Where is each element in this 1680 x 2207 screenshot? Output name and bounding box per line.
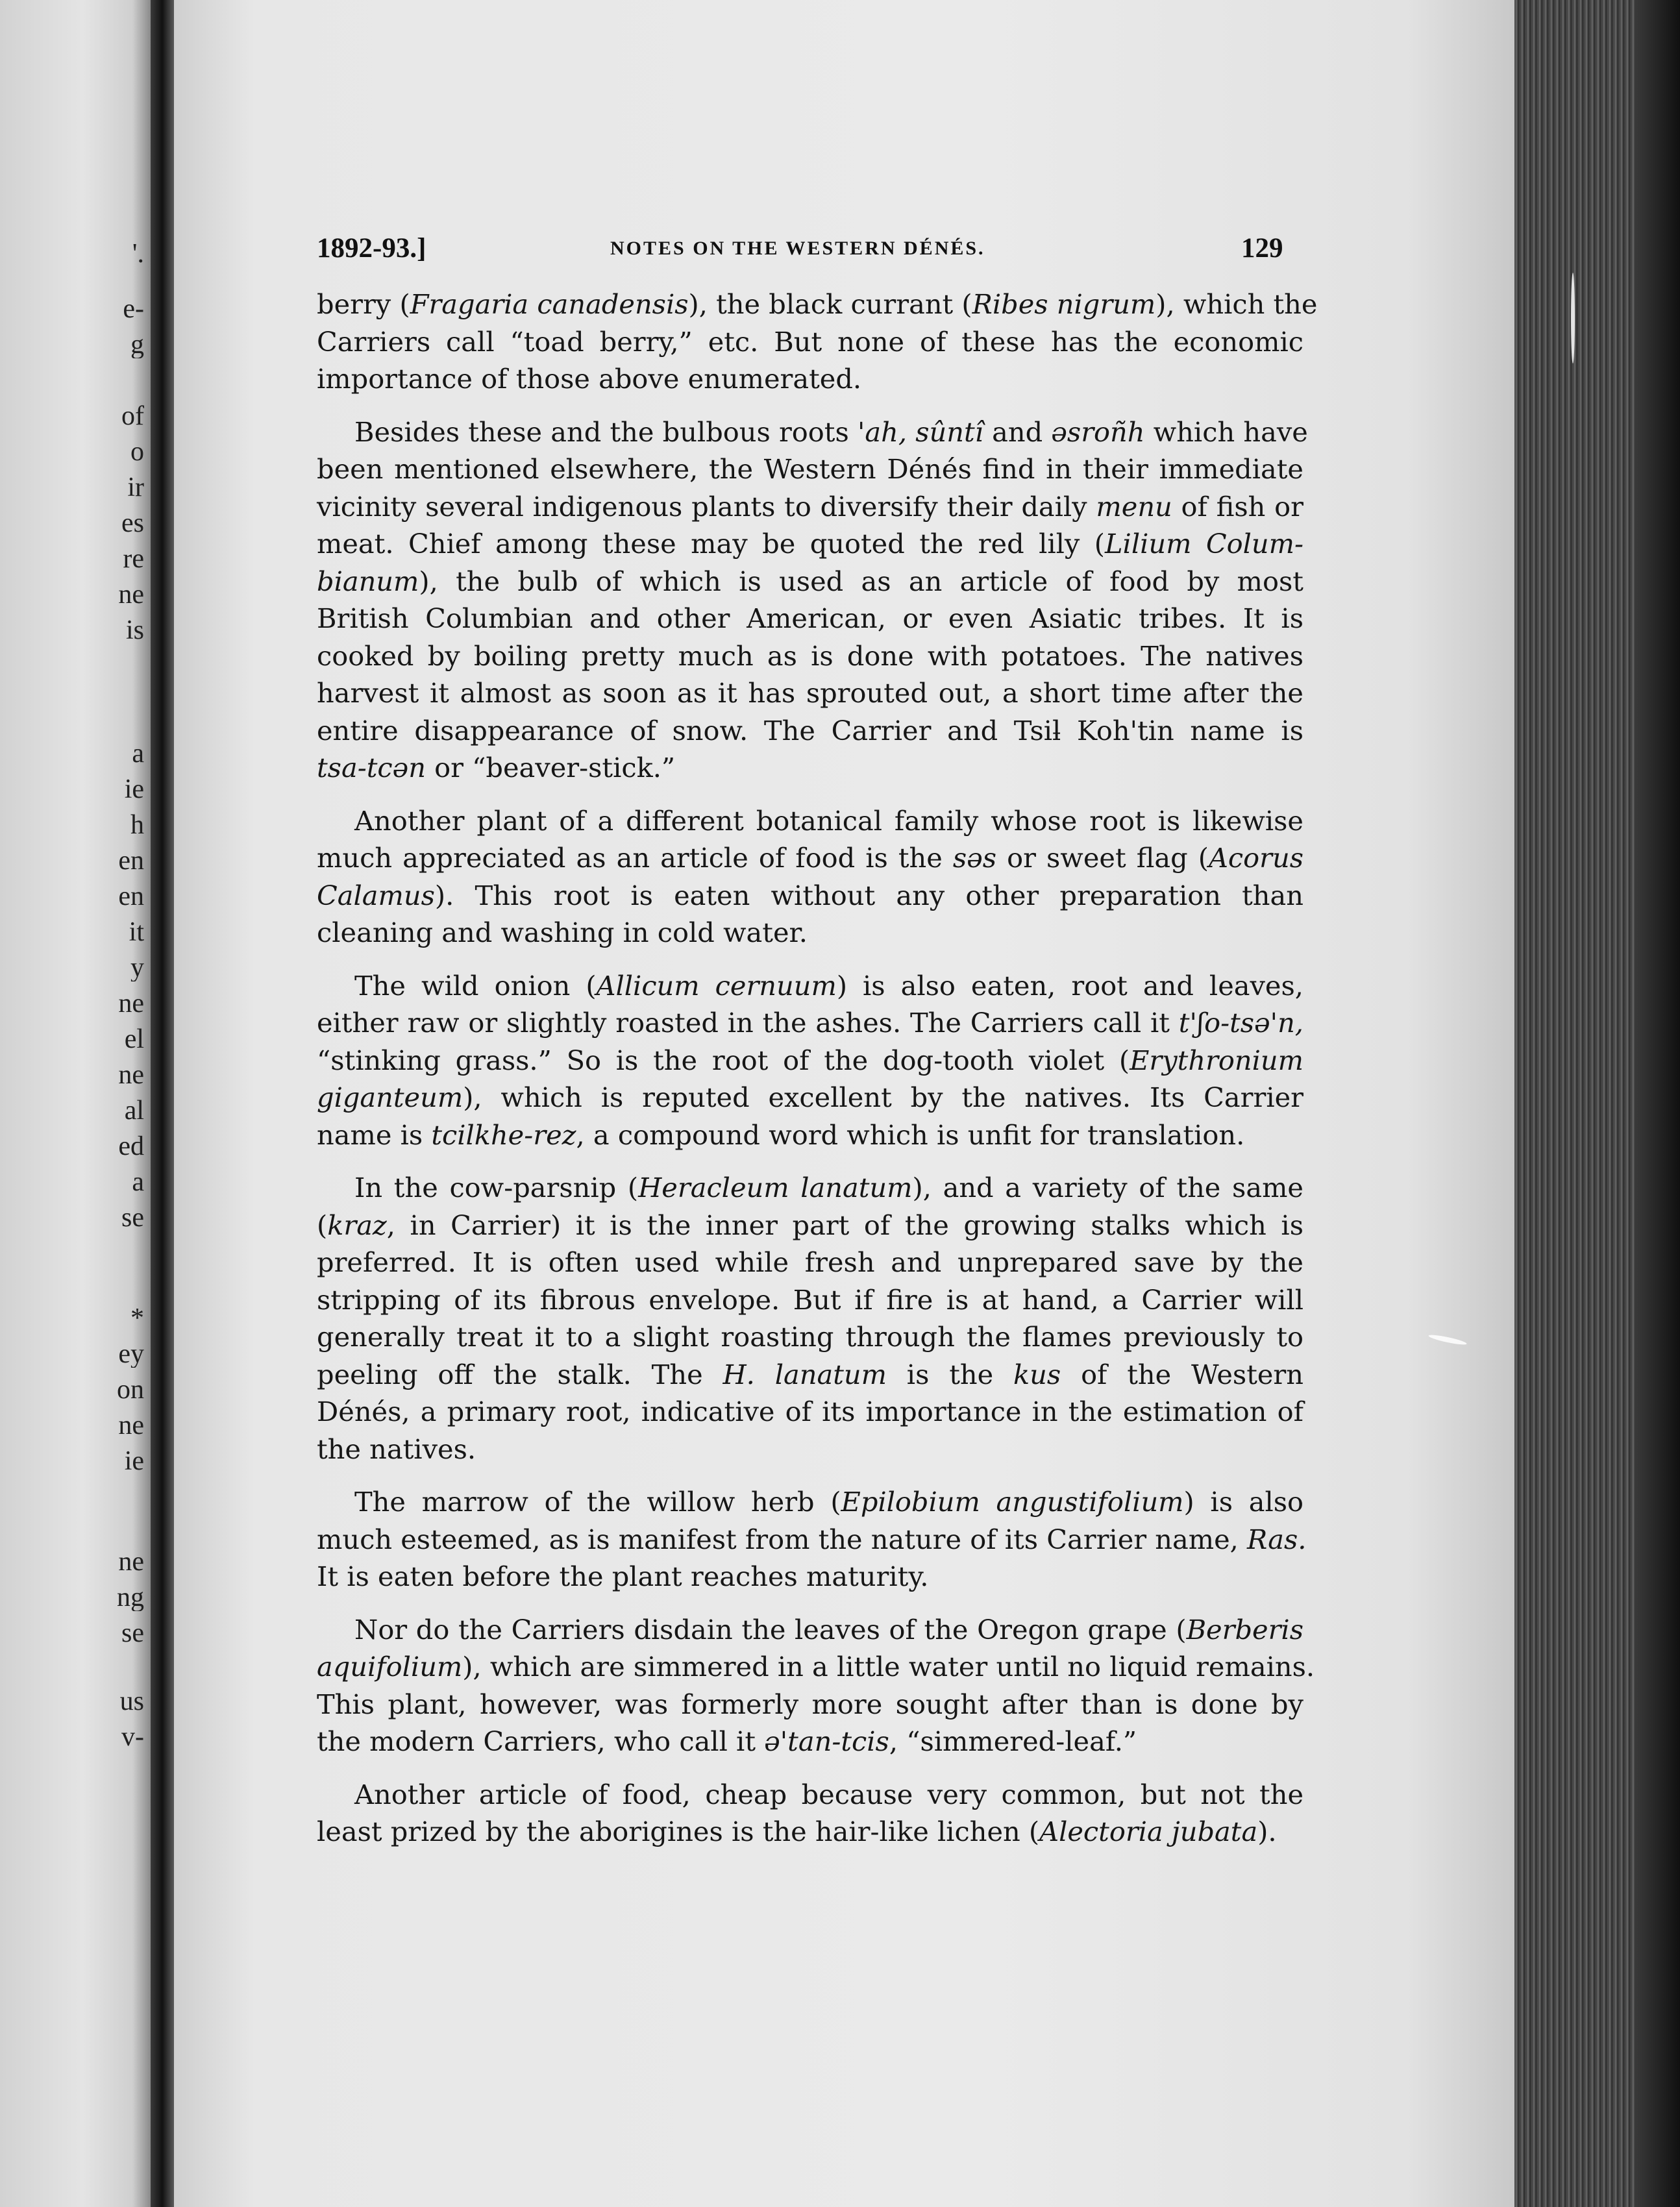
text-run: , “simmered-leaf.” <box>889 1725 1137 1757</box>
previous-page-fragment: al <box>124 1097 144 1124</box>
italic-term: t'ʃo-tsə'n, <box>1178 1007 1303 1039</box>
paragraph <box>317 1169 1303 1468</box>
italic-term: Acorus <box>1208 842 1303 874</box>
paragraph-gap <box>317 1596 1303 1611</box>
previous-page-fragment: o <box>130 438 144 465</box>
text-line <box>317 1521 1307 1559</box>
text-line <box>317 967 1303 1005</box>
text-run: name is <box>317 1118 432 1151</box>
text-line <box>317 839 1303 877</box>
text-line <box>317 637 1303 675</box>
text-line <box>317 450 1303 488</box>
text-run: British Columbian and other American, or even Asiatic tribes. It is <box>317 602 1303 634</box>
text-line <box>317 1686 1303 1723</box>
italic-term: Fragaria canadensis <box>410 288 689 320</box>
text-run: , a compound word which is unfit for translation. <box>576 1118 1245 1151</box>
text-run: which have <box>1144 415 1308 448</box>
previous-page-fragment: h <box>130 811 144 839</box>
text-line <box>317 1169 1303 1207</box>
paragraph <box>317 1776 1303 1851</box>
italic-term: Ras. <box>1247 1523 1307 1555</box>
text-run: This plant, however, was formerly more sought after than is done by <box>317 1688 1303 1720</box>
text-run: cooked by boiling pretty much as is done with potatoes. The natives <box>317 639 1303 672</box>
italic-term: Lilium Colum- <box>1104 528 1304 560</box>
text-run: Dénés, a primary root, indicative of its importance in the estimation of <box>317 1396 1303 1427</box>
previous-page-fragment: ey <box>118 1340 144 1368</box>
text-run: least prized by the aborigines is the hair-like lichen ( <box>317 1816 1040 1847</box>
text-run: importance of those above enumerated. <box>317 363 862 395</box>
italic-term: tsa-tcən <box>317 752 426 783</box>
text-run: harvest it almost as soon as it has sprouted out, a short time after the <box>317 677 1303 709</box>
italic-term: giganteum <box>317 1081 463 1113</box>
text-run: It is eaten before the plant reaches maturity. <box>317 1560 929 1592</box>
text-run: entire disappearance of snow. The Carrier and Tsiƚ Koh'tin name is <box>317 714 1303 746</box>
previous-page-fragment: is <box>125 617 144 644</box>
italic-term: Heracleum lanatum <box>638 1172 913 1203</box>
paragraph-gap <box>317 952 1303 967</box>
text-run: of fish or <box>1172 490 1303 523</box>
text-line <box>317 1611 1303 1649</box>
previous-page-fragment: en <box>118 883 144 910</box>
text-run: The wild onion ( <box>354 969 597 1002</box>
paragraph <box>317 967 1303 1154</box>
text-line <box>317 1776 1303 1814</box>
text-run: either raw or slightly roasted in the ashes. The Carriers call it <box>317 1007 1179 1039</box>
previous-page-fragment: ir <box>127 474 144 501</box>
text-line <box>317 877 1303 915</box>
text-run: or sweet flag ( <box>996 842 1209 874</box>
text-run: ), which the <box>1155 288 1318 320</box>
text-line <box>317 1558 1303 1596</box>
text-line <box>317 749 1303 787</box>
text-run: meat. Chief among these may be quoted the red lily ( <box>317 528 1105 560</box>
previous-page-fragment: v- <box>121 1723 144 1751</box>
italic-term: ə'tan-tcis <box>764 1725 889 1757</box>
text-line <box>317 1281 1303 1319</box>
book-gutter <box>151 0 174 2207</box>
italic-term: Ribes nigrum <box>972 288 1156 320</box>
text-line <box>317 1318 1303 1356</box>
text-run: cleaning and washing in cold water. <box>317 917 808 948</box>
paragraph <box>317 802 1303 952</box>
text-run: The marrow of the willow herb ( <box>354 1486 841 1518</box>
text-line <box>317 1648 1315 1686</box>
paragraph <box>317 286 1318 398</box>
previous-page-fragment: ed <box>118 1133 144 1160</box>
italic-term: 'ah, sûntî <box>857 415 983 448</box>
text-run: the natives. <box>317 1433 476 1465</box>
scan-artifact <box>1571 273 1575 364</box>
text-line <box>317 488 1303 526</box>
text-run: peeling off the stalk. The <box>317 1358 723 1390</box>
text-line <box>317 1723 1303 1760</box>
previous-page-fragment: it <box>129 919 144 946</box>
text-run: the modern Carriers, who call it <box>317 1725 765 1757</box>
paragraph-gap <box>317 1153 1303 1169</box>
text-run: much esteemed, as is manifest from the nature of its Carrier name, <box>317 1523 1248 1555</box>
previous-page-fragment: a <box>132 740 144 767</box>
italic-term: Calamus <box>317 879 435 911</box>
italic-term: kraz <box>327 1209 387 1241</box>
previous-page-fragment: of <box>121 402 144 430</box>
text-run: ), the bulb of which is used as an article of food by most <box>419 565 1303 597</box>
page-block-edges <box>1514 0 1680 2207</box>
previous-page-fragment: a <box>132 1168 144 1196</box>
text-line <box>317 286 1318 323</box>
body-text <box>317 286 1318 1851</box>
previous-page-fragment: g <box>130 331 144 358</box>
italic-term: Berberis <box>1186 1613 1303 1646</box>
text-line <box>317 712 1303 750</box>
text-line <box>317 1004 1303 1042</box>
text-run: ) is also eaten, root and leaves, <box>836 969 1303 1002</box>
italic-term: əsroñh <box>1051 415 1145 448</box>
text-line <box>317 1244 1303 1281</box>
italic-term: aquifolium <box>317 1651 463 1683</box>
previous-page-fragment: '. <box>132 240 144 267</box>
paragraph <box>317 1611 1315 1760</box>
italic-term: H. lanatum <box>723 1358 887 1390</box>
text-run: ). This root is eaten without any other preparation than <box>434 879 1303 911</box>
text-line <box>317 1356 1303 1394</box>
text-run: Besides these and the bulbous roots <box>354 415 858 448</box>
text-run: ). <box>1257 1816 1277 1847</box>
text-run: Carriers call “toad berry,” etc. But none of these has the economic <box>317 325 1303 358</box>
italic-term: kus <box>1013 1358 1061 1390</box>
text-line <box>317 563 1303 600</box>
text-line <box>317 323 1303 361</box>
text-run: “stinking grass.” So is the root of the dog-tooth violet ( <box>317 1044 1130 1076</box>
paragraph-gap <box>317 1468 1303 1483</box>
previous-page-fragment: ie <box>124 776 144 803</box>
page-number: 129 <box>1241 233 1283 264</box>
previous-page-fragment: se <box>121 1620 144 1647</box>
paragraph-gap <box>317 1760 1303 1776</box>
text-run: or “beaver-stick.” <box>425 752 676 783</box>
previous-page-fragment: on <box>117 1376 144 1403</box>
italic-term: tcilkhe-rez <box>431 1118 576 1151</box>
previous-page-fragment: en <box>118 847 144 874</box>
text-run: berry ( <box>317 288 410 320</box>
text-run: stripping of its fibrous envelope. But if fire is at hand, a Carrier will <box>317 1283 1303 1316</box>
running-header-title: NOTES ON THE WESTERN DÉNÉS. <box>610 238 985 259</box>
previous-page-fragment: es <box>121 510 144 537</box>
italic-term: Erythronium <box>1130 1044 1303 1076</box>
text-line <box>317 600 1303 637</box>
previous-page-fragment: ne <box>118 1548 144 1575</box>
text-line <box>317 914 1303 952</box>
previous-page-fragment: * <box>130 1305 144 1332</box>
italic-term: Epilobium angustifolium <box>841 1486 1184 1518</box>
text-run: and <box>983 415 1052 448</box>
previous-page-fragment: el <box>124 1026 144 1053</box>
text-run: ), which are simmered in a little water until no liquid remains. <box>462 1651 1315 1683</box>
text-run: is the <box>886 1358 1014 1390</box>
paragraph-gap <box>317 398 1303 413</box>
previous-page-fragment: ng <box>117 1584 144 1611</box>
paragraph <box>317 413 1308 787</box>
previous-page-fragment: ne <box>118 1061 144 1089</box>
previous-page-fragment: ie <box>124 1448 144 1475</box>
text-line <box>317 1116 1303 1154</box>
text-run: been mentioned elsewhere, the Western Dénés find in their immediate <box>317 453 1303 485</box>
text-line <box>317 525 1303 563</box>
text-line <box>317 802 1303 840</box>
text-line <box>317 1079 1303 1116</box>
text-run: Another plant of a different botanical family whose root is likewise <box>354 804 1303 837</box>
text-run: ), which is reputed excellent by the natives. Its Carrier <box>463 1081 1303 1113</box>
text-run: Nor do the Carriers disdain the leaves of the Oregon grape ( <box>354 1613 1187 1646</box>
italic-term: Alectoria jubata <box>1039 1816 1258 1847</box>
previous-page-fragment: y <box>130 954 144 981</box>
text-run: ), and a variety of the same <box>912 1172 1303 1203</box>
text-line <box>317 360 1303 398</box>
previous-page-fragment: ne <box>118 1412 144 1439</box>
text-line <box>317 1042 1303 1079</box>
previous-page-fragment: ne <box>118 990 144 1017</box>
text-line <box>317 1483 1303 1521</box>
italic-term: menu <box>1096 490 1172 523</box>
text-run: vicinity several indigenous plants to diversify their daily <box>317 490 1096 523</box>
text-line <box>317 1813 1303 1851</box>
text-line <box>317 1207 1303 1244</box>
italic-term: səs <box>952 842 997 874</box>
text-run: of the Western <box>1061 1358 1303 1390</box>
text-run: ( <box>317 1209 328 1241</box>
text-line <box>317 1431 1303 1468</box>
text-run: ) is also <box>1183 1486 1303 1518</box>
previous-page-fragment: us <box>119 1688 144 1715</box>
previous-page-fragment: ne <box>118 581 144 608</box>
paragraph <box>317 1483 1307 1596</box>
text-run: generally treat it to a slight roasting through the flames previously to <box>317 1321 1303 1353</box>
italic-term: Allicum cernuum <box>596 969 837 1002</box>
italic-term: bianum <box>317 565 419 597</box>
text-run: preferred. It is often used while fresh and unprepared save by the <box>317 1246 1303 1278</box>
previous-page-fragment: re <box>123 545 144 573</box>
text-run: much appreciated as an article of food is the <box>317 842 953 874</box>
text-run: Another article of food, cheap because very common, but not the <box>354 1778 1303 1810</box>
text-line <box>317 1393 1303 1431</box>
text-run: In the cow-parsnip ( <box>354 1172 639 1203</box>
running-header-date: 1892-93.] <box>317 233 426 264</box>
previous-page-fragment: se <box>121 1204 144 1231</box>
text-run: , in Carrier) it is the inner part of the growing stalks which is <box>386 1209 1303 1241</box>
text-line <box>317 674 1303 712</box>
paragraph-gap <box>317 787 1303 802</box>
text-line <box>317 413 1308 451</box>
previous-page-fragment: e- <box>123 295 144 323</box>
text-run: ), the black currant ( <box>688 288 972 320</box>
